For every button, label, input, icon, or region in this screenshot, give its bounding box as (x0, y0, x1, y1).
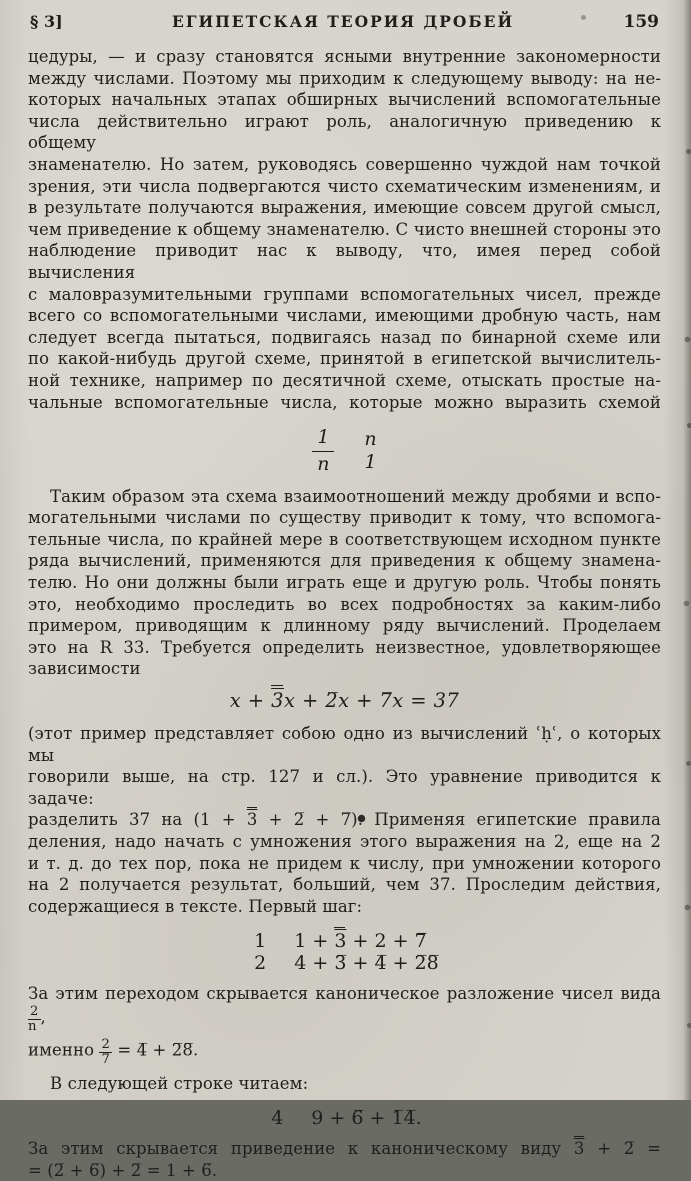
text-line (28, 1138, 661, 1160)
text-line: В следующей строке читаем: (50, 1073, 309, 1093)
text-line (28, 1038, 661, 1067)
step-table-second (28, 1107, 661, 1129)
text-segment: разделить 37 на (1 + (28, 810, 247, 830)
equation-segment: x + 2̅x + 7̅x = 37 (283, 688, 460, 712)
text-line: по какой-нибудь другой схеме, принятой в египетской вычислитель- (28, 349, 661, 369)
fraction-two-over-n (28, 1005, 41, 1034)
text-line: чем приведение к общему знаменателю. С чисто внешней стороны это (28, 219, 661, 239)
step-expression (294, 930, 426, 952)
text-segment: = 4̅ + 2̅8̅. (111, 1040, 199, 1060)
paragraph-2 (28, 486, 661, 680)
fraction-denominator: n (317, 452, 330, 475)
step-row-4 (267, 1107, 421, 1129)
text-line: следует всегда пытаться, подвигаясь назад по бинарной схеме или (28, 327, 661, 347)
double-overline-three: 3 (246, 810, 258, 830)
expr-segment: 1 + (294, 930, 335, 953)
text-line: которых начальных этапах обширных вычислений вспомогательные (28, 90, 661, 110)
expr-segment: + 2 + 7̅ (346, 930, 427, 953)
stack-top: n (364, 427, 377, 450)
text-line: наблюдение приводит нас к выводу, что, имея перед собой вычисления (28, 241, 661, 282)
text-segment: За этим скрывается приведение к каноническому виду (28, 1139, 574, 1159)
page-header (30, 12, 659, 32)
text-segment: именно (28, 1040, 100, 1060)
text-segment: + 2̅ + 7̅). Применяя египетские правила (257, 810, 661, 830)
text-segment: За этим переходом скрывается каноническое разложение чисел вида (28, 984, 661, 1004)
text-line: тельные числа, по крайней мере в соответствующем исходном пункте (28, 529, 661, 549)
text-line: ряда вычислений, применяются для приведения к общему знамена- (28, 551, 661, 571)
text-line: это, необходимо проследить во всех подробностях за каким-либо (28, 594, 661, 614)
text-line: = (2̅ + 6̅) + 2̅ = 1 + 6̅. (28, 1160, 218, 1180)
step-row-2 (250, 952, 438, 974)
text-line: зависимости (28, 659, 141, 679)
text-line: деления, надо начать с умножения этого выражения на 2, еще на 2 (28, 831, 661, 851)
paragraph-6 (28, 1138, 661, 1181)
text-line: зрения, эти числа подвергаются чисто схематическим изменениям, и (28, 176, 661, 196)
multiplier: 1 (254, 930, 267, 953)
text-line (28, 809, 661, 831)
step-row-1 (250, 930, 426, 952)
paragraph-3 (28, 723, 661, 917)
fraction-numerator: 2 (101, 1036, 110, 1052)
equation-segment: x + (229, 688, 272, 712)
text-line: чальные вспомогательные числа, которые можно выразить схемой (28, 392, 661, 412)
text-line: Таким образом эта схема взаимоотношений между дробями и вспо- (50, 486, 661, 506)
text-line: говорили выше, на стр. 127 и сл.). Это уравнение приводится к задаче: (28, 767, 661, 808)
fraction-one-over-n (312, 426, 334, 477)
step-expression: 4 + 3̅ + 4̅ + 2̅8̅ (294, 952, 439, 975)
running-title: ЕГИПЕТСКАЯ ТЕОРИЯ ДРОБЕЙ (172, 12, 515, 31)
text-segment: , (40, 1007, 46, 1027)
double-overline-three: 3 (573, 1139, 585, 1159)
step-expression: 9 + 6̅ + 1̅4̅. (311, 1107, 422, 1130)
text-line: ной технике, например по десятичной схеме, отыскать простые на- (28, 370, 661, 390)
display-equation (28, 689, 661, 712)
text-line: и т. д. до тех пор, пока не придем к числу, при умножении которого (28, 853, 661, 873)
text-segment: + 2̅ = (584, 1139, 662, 1159)
step-table-first (28, 930, 661, 974)
text-line: могательными числами по существу приводит к тому, что вспомога- (28, 508, 661, 528)
multiplier: 2 (254, 952, 267, 975)
column-n-over-one (364, 428, 376, 476)
stack-bottom: 1 (364, 451, 377, 474)
text-line: примером, приводящим к длинному ряду вычислений. Проделаем (28, 616, 661, 636)
scan-artifacts (0, 0, 3, 3)
text-line: содержащиеся в тексте. Первый шаг: (28, 896, 363, 916)
paragraph-4 (28, 983, 661, 1066)
multiplier: 4 (271, 1107, 284, 1130)
text-line: это на R 33. Требуется определить неизвестное, удовлетворяющее (28, 637, 661, 657)
paragraph-1 (28, 46, 661, 413)
section-number: § 3] (30, 12, 63, 31)
text-line (28, 983, 661, 1034)
text-line: телю. Но они должны были играть еще и другую роль. Чтобы понять (28, 572, 661, 592)
text-line: всего со вспомогательными числами, имеющими дробную часть, нам (28, 306, 661, 326)
fraction-two-over-seven (99, 1038, 112, 1067)
text-line: между числами. Поэтому мы приходим к следующему выводу: на не- (28, 68, 661, 88)
double-overline-three: 3 (334, 930, 347, 953)
text-line: числа действительно играют роль, аналогичную приведению к общему (28, 111, 661, 153)
text-line: (этот пример представляет собою одно из вычислений ʿḥʿ, о которых мы (28, 723, 661, 765)
fraction-numerator: 1 (312, 426, 334, 452)
fraction-denominator: 7 (101, 1052, 110, 1068)
double-overline-three: 3 (271, 688, 284, 712)
paragraph-5 (28, 1073, 661, 1095)
fraction-numerator: 2 (30, 1003, 39, 1019)
text-line: на 2 получается результат, больший, чем 37. Проследим действия, (28, 875, 661, 895)
fraction-denominator: n (28, 1019, 37, 1035)
fraction-schema (28, 426, 661, 477)
text-line: в результате получаются выражения, имеющие совсем другой смысл, (28, 198, 661, 218)
text-line: цедуры, — и сразу становятся ясными внутренние закономерности (28, 47, 661, 66)
text-line: знаменателю. Но затем, руководясь совершенно чуждой нам точкой (28, 154, 661, 174)
text-line: с маловразумительными группами вспомогательных чисел, прежде (28, 284, 661, 304)
page-number: 159 (623, 12, 659, 32)
